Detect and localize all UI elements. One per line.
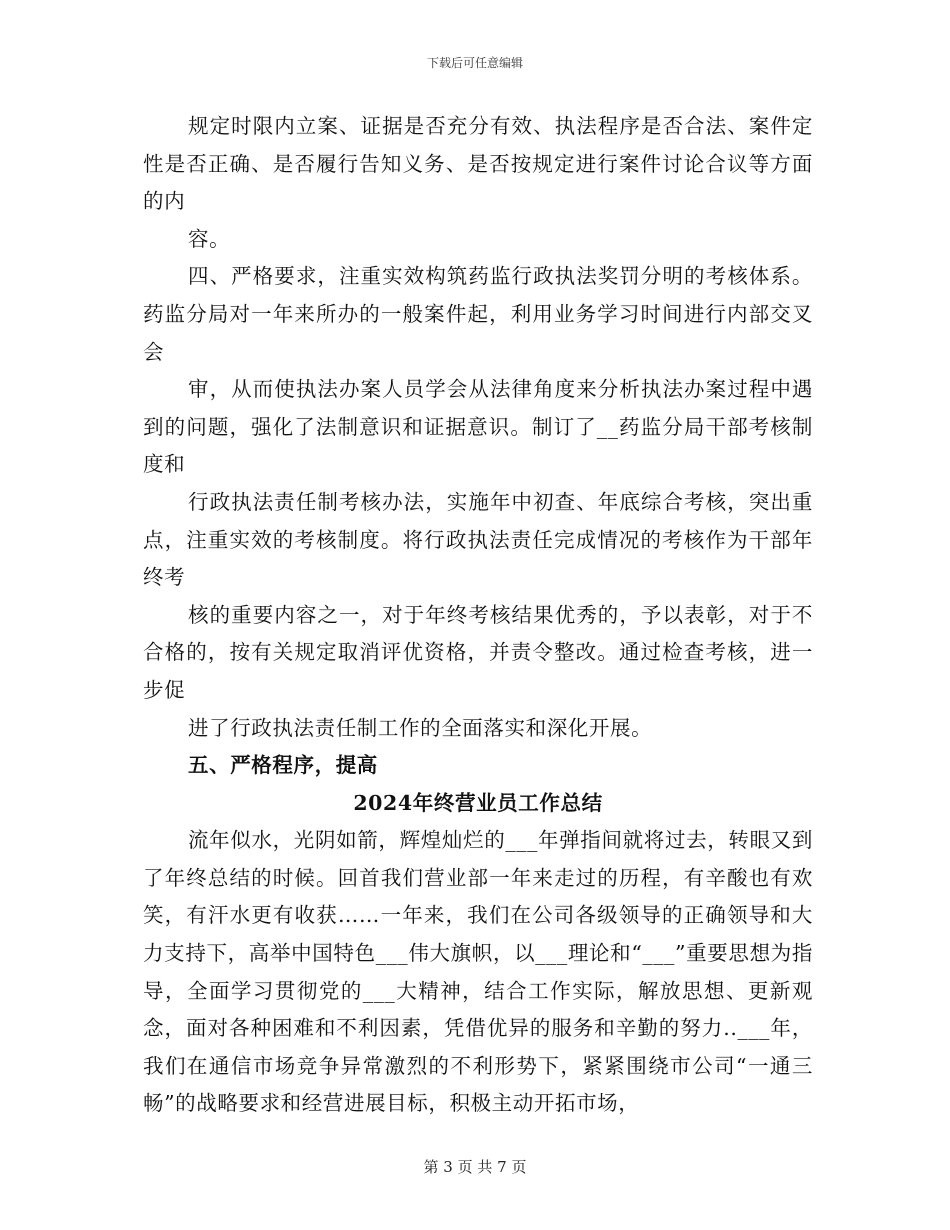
page-header: 下载后可任意编辑 [426, 56, 523, 70]
paragraph-6: 核的重要内容之一，对于年终考核结果优秀的，予以表彰，对于不合格的，按有关规定取消评优资格，并责令整改。通过检查考核，进一步促 [143, 602, 813, 702]
paragraph-2: 容。 [188, 226, 231, 251]
paragraph-7: 进了行政执法责任制工作的全面落实和深化开展。 [188, 715, 653, 740]
page-footer: 第 3 页 共 7 页 [423, 1158, 527, 1176]
paragraph-3: 四、严格要求，注重实效构筑药监行政执法奖罚分明的考核体系。药监分局对一年来所办的一般案件起，利用业务学习时间进行内部交叉会 [143, 264, 813, 364]
paragraph-4: 审，从而使执法办案人员学会从法律角度来分析执法办案过程中遇到的问题，强化了法制意识和证据意识。制订了__药监分局干部考核制度和 [143, 377, 813, 477]
paragraph-8: 流年似水，光阴如箭，辉煌灿烂的___年弹指间就将过去，转眼又到了年终总结的时候。回首我们营业部一年来走过的历程，有辛酸也有欢笑，有汗水更有收获……一年来，我们在公司各级领导的正确领导和大力支持下，高举中国特色___伟大旗帜，以___理论和“___”重要思想为指导，全面学习贯彻党的___大精神，结合工作实际，解放思想、更新观念，面对各种困难和不利因素，凭借优异的服务和辛勤的努力..___年，我们在通信市场竞争异常激烈的不利形势下，紧紧围绕市公司“一通三畅”的战略要求和经营进展目标，积极主动开拓市场， [143, 828, 813, 1116]
paragraph-1: 规定时限内立案、证据是否充分有效、执法程序是否合法、案件定性是否正确、是否履行告知义务、是否按规定进行案件讨论合议等方面的内 [143, 114, 813, 214]
document-title: 2024年终营业员工作总结 [353, 790, 603, 815]
document-body [143, 108, 813, 1123]
section-heading: 五、严格程序，提高 [188, 753, 378, 778]
paragraph-5: 行政执法责任制考核办法，实施年中初查、年底综合考核，突出重点，注重实效的考核制度。将行政执法责任完成情况的考核作为干部年终考 [143, 489, 813, 590]
